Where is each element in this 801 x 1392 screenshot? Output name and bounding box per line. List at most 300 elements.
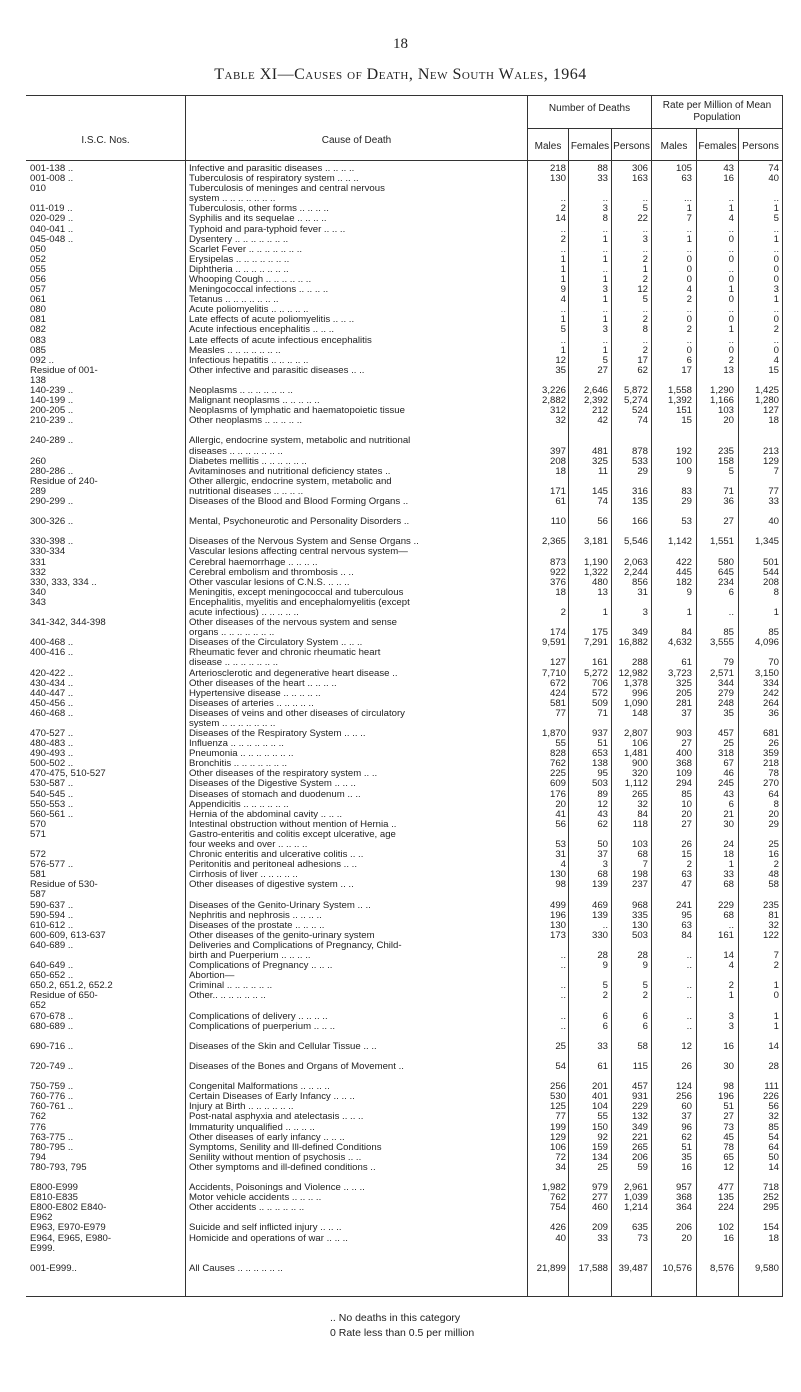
cell-males-deaths: 54 (555, 1061, 566, 1072)
cell-females-deaths: 28 (597, 950, 608, 962)
cell-females-deaths: 1,322 (583, 566, 608, 578)
cell-males-rate: 1 (686, 233, 692, 245)
cell-females-rate: 245 (717, 778, 734, 790)
icd-code: Residue of 240- (30, 475, 98, 487)
cell-females-rate: 103 (717, 405, 734, 417)
cell-males-deaths: 129 (549, 1131, 566, 1143)
icd-code: 590-637 .. (30, 899, 74, 911)
cell-males-deaths: 176 (549, 788, 566, 800)
cell-females-rate: 1 (728, 284, 734, 296)
cause-label: Syphilis and its sequelae .. .. .. .. (189, 213, 327, 225)
cell-males-rate: 0 (686, 344, 692, 356)
cause-label: Diseases of the Bones and Organs of Movement .. (189, 1061, 404, 1072)
cell-females-rate: 5 (728, 465, 734, 477)
cause-label: disease .. .. .. .. .. .. .. (189, 657, 279, 669)
cause-label: Other diseases of the nervous system and sense (189, 617, 397, 629)
cell-females-deaths: 13 (597, 586, 608, 598)
cell-females-deaths: 1 (602, 233, 608, 245)
cell-persons-rate: 8 (773, 798, 779, 810)
cell-males-deaths: 672 (549, 677, 566, 689)
cause-label: Complications of puerperium .. .. .. (189, 1020, 336, 1032)
cause-label: system .. .. .. .. .. .. .. (189, 717, 276, 729)
cell-persons-deaths: 2 (642, 990, 648, 1002)
cell-females-rate: 6 (728, 798, 734, 810)
header-females-deaths: Females (570, 141, 610, 152)
cell-females-rate: 4 (728, 213, 734, 225)
cell-persons-rate: 32 (768, 919, 779, 931)
cell-males-deaths: 1 (560, 263, 566, 275)
cell-persons-rate: 85 (768, 627, 779, 639)
cell-males-rate: 364 (675, 1202, 692, 1214)
cell-males-deaths: 61 (555, 495, 566, 507)
cause-label: organs .. .. .. .. .. .. .. (189, 627, 275, 639)
cell-persons-deaths: 59 (637, 1161, 648, 1173)
cause-label: Hypertensive disease .. .. .. .. .. (189, 687, 321, 699)
cell-persons-deaths: 349 (631, 627, 648, 639)
cell-males-deaths: 1,982 (541, 1182, 566, 1194)
cell-males-rate: 100 (675, 455, 692, 467)
cell-males-deaths: 424 (549, 687, 566, 699)
cell-females-deaths: 12 (597, 798, 608, 810)
cell-females-deaths: 3,181 (583, 536, 608, 548)
cell-males-deaths: 2,882 (541, 395, 566, 407)
icd-code: Residue of 001- (30, 364, 98, 376)
cell-females-deaths: 6 (602, 1020, 608, 1032)
cell-females-deaths: 43 (597, 808, 608, 820)
cell-females-deaths: 139 (591, 909, 608, 921)
cell-males-deaths: 98 (555, 879, 566, 891)
cell-females-deaths: 979 (591, 1182, 608, 1194)
cell-females-rate: 73 (723, 1121, 734, 1133)
cell-males-deaths: 40 (555, 1232, 566, 1244)
table-title: Table XI—Causes of Death, New South Wales, 1964 (214, 66, 587, 83)
header-persons-rate: Persons (742, 141, 779, 152)
cell-females-rate: 20 (723, 415, 734, 427)
cell-males-rate: 37 (681, 707, 692, 719)
icd-code: E999. (30, 1242, 56, 1254)
cell-males-deaths: 34 (555, 1161, 566, 1173)
cell-females-rate: 161 (717, 929, 734, 941)
icd-code: 500-502 .. (30, 758, 74, 770)
cell-persons-rate: 8 (773, 586, 779, 598)
icd-code: 794 (30, 1151, 47, 1163)
cell-persons-deaths: 163 (631, 173, 648, 185)
cell-persons-rate: 0 (773, 314, 779, 326)
cause-label: nutritional diseases .. .. .. .. (189, 485, 304, 497)
cell-females-rate: 68 (723, 879, 734, 891)
cell-persons-deaths: 103 (631, 839, 648, 851)
cell-persons-deaths: 16,882 (618, 637, 648, 649)
cell-females-rate: 1 (728, 990, 734, 1002)
cell-males-deaths: 530 (549, 1091, 566, 1103)
cell-persons-deaths: 5,872 (623, 384, 648, 396)
cell-males-deaths: 199 (549, 1121, 566, 1133)
cell-females-deaths: 1 (602, 294, 608, 306)
cell-females-deaths: 27 (597, 364, 608, 376)
cell-females-rate: 1,551 (709, 536, 734, 548)
cell-females-deaths: 212 (591, 405, 608, 417)
cell-females-deaths: 1 (602, 344, 608, 356)
icd-code: E810-E835 (30, 1192, 79, 1204)
cell-persons-rate: 36 (768, 707, 779, 719)
cell-males-deaths: 4 (560, 859, 566, 871)
cell-persons-deaths: 931 (631, 1091, 648, 1103)
icd-code: 210-239 .. (30, 415, 74, 427)
cell-females-deaths: 201 (591, 1081, 608, 1093)
cell-males-deaths: 130 (549, 173, 566, 185)
cell-males-deaths: 125 (549, 1101, 566, 1113)
icd-code: 680-689 .. (30, 1020, 74, 1032)
cell-persons-rate: 7 (773, 465, 779, 477)
header-males-rate: Males (660, 141, 688, 152)
cell-persons-deaths: 524 (631, 405, 648, 417)
cell-persons-deaths: 1,112 (624, 778, 648, 790)
cell-persons-deaths: 166 (631, 516, 648, 528)
cell-persons-rate: 0 (773, 344, 779, 356)
cause-label: Avitaminoses and nutritional deficiency states .. (189, 465, 391, 477)
cell-persons-deaths: 148 (631, 707, 648, 719)
cause-label: Certain Diseases of Early Infancy .. .. .. (189, 1091, 355, 1103)
cell-males-rate: 96 (681, 1121, 692, 1133)
cause-label: Other diseases of digestive system .. .. (189, 879, 354, 891)
cause-label: Diseases of the Digestive System .. .. .. (189, 778, 356, 790)
cell-persons-rate: 681 (762, 728, 779, 740)
cause-label: Other diseases of the respiratory system .. .. (189, 768, 378, 780)
cell-persons-deaths: 265 (631, 788, 648, 800)
cell-females-rate: 229 (717, 899, 734, 911)
cell-persons-deaths: 288 (631, 657, 648, 669)
cell-persons-deaths: 635 (631, 1222, 648, 1234)
cell-persons-rate: 235 (762, 899, 779, 911)
cell-females-rate: .. (728, 919, 734, 931)
icd-code: 081 (30, 314, 47, 326)
cause-label: Suicide and self inflicted injury .. .. .. (189, 1222, 342, 1234)
cell-males-deaths: .. (560, 980, 566, 992)
cell-females-rate: 43 (723, 788, 734, 800)
cell-females-rate: 43 (723, 163, 734, 174)
cause-label: birth and Puerperium .. .. .. .. (189, 950, 311, 962)
cell-persons-rate: 15 (768, 364, 779, 376)
cell-males-rate: 124 (675, 1081, 692, 1093)
icd-code: 080 (30, 304, 47, 316)
icd-code: 760-776 .. (30, 1091, 74, 1103)
icd-code: 280-286 .. (30, 465, 74, 477)
cell-persons-rate: 3 (773, 284, 779, 296)
cell-females-deaths: 55 (597, 1111, 608, 1123)
cell-females-rate: 235 (717, 445, 734, 457)
cell-persons-rate: 1 (773, 606, 779, 618)
cell-females-rate: 6 (728, 586, 734, 598)
cell-persons-rate: 0 (773, 253, 779, 265)
cell-persons-rate: 544 (762, 566, 779, 578)
cell-persons-deaths: 32 (637, 798, 648, 810)
icd-code: 762 (30, 1111, 47, 1123)
icd-code: 610-612 .. (30, 919, 74, 931)
cause-label: Other accidents .. .. .. .. .. .. (189, 1202, 305, 1214)
cell-females-rate: .. (728, 334, 734, 346)
cell-persons-deaths: 206 (631, 1151, 648, 1163)
cell-persons-rate: 127 (762, 405, 779, 417)
cell-males-deaths: 397 (549, 445, 566, 457)
cell-males-rate: 4,632 (667, 637, 692, 649)
cell-persons-deaths: 1 (642, 263, 648, 275)
cause-label: Pneumonia .. .. .. .. .. .. .. (189, 748, 294, 760)
cell-females-rate: 344 (717, 677, 734, 689)
cell-males-rate: 27 (681, 738, 692, 750)
cell-males-rate: 63 (681, 173, 692, 185)
header-persons-deaths: Persons (613, 141, 650, 152)
cell-males-rate: 63 (681, 869, 692, 881)
cell-males-rate: 95 (681, 909, 692, 921)
cell-males-deaths: .. (560, 1020, 566, 1032)
cause-label: Other diseases of the genito-urinary system (189, 929, 375, 941)
cell-persons-deaths: 533 (631, 455, 648, 467)
cell-persons-deaths: 115 (632, 1061, 648, 1072)
cell-persons-rate: 264 (762, 697, 779, 709)
cell-males-deaths: 41 (555, 808, 566, 820)
cell-females-deaths: 2,392 (583, 395, 608, 407)
cell-males-deaths: 25 (555, 1040, 566, 1052)
cause-label: diseases .. .. .. .. .. .. .. (189, 445, 283, 457)
cause-label: Typhoid and para-typhoid fever .. .. .. (189, 223, 346, 235)
cell-males-deaths: 609 (549, 778, 566, 790)
cause-label: Accidents, Poisonings and Violence .. .. .. (189, 1182, 365, 1194)
cell-females-deaths: 401 (591, 1091, 608, 1103)
cell-females-rate: 2,571 (709, 667, 734, 679)
cell-males-rate: 47 (681, 879, 692, 891)
cell-females-deaths: 209 (591, 1222, 608, 1234)
cell-persons-deaths: 7 (642, 859, 648, 871)
icd-code: 470-527 .. (30, 728, 74, 740)
cell-females-deaths: 145 (591, 485, 608, 497)
cell-females-rate: 30 (723, 1061, 734, 1072)
icd-code: 587 (30, 889, 47, 901)
cell-persons-rate: 242 (762, 687, 779, 699)
cause-label: Measles .. .. .. .. .. .. .. (189, 344, 281, 356)
cell-females-deaths: 51 (597, 738, 608, 750)
cell-males-deaths: 2 (560, 203, 566, 215)
cell-persons-rate: 111 (764, 1081, 779, 1093)
cell-males-rate: 26 (681, 1061, 692, 1072)
cell-females-deaths: 7,291 (583, 637, 608, 649)
cell-persons-deaths: 17 (637, 354, 648, 366)
cell-males-deaths: 106 (549, 1141, 566, 1153)
cell-persons-rate: 18 (768, 415, 779, 427)
cell-persons-deaths: 1,481 (623, 748, 648, 760)
cause-label: Diseases of stomach and duodenum .. .. (189, 788, 361, 800)
icd-code: E964, E965, E980- (30, 1232, 112, 1244)
cell-persons-deaths: .. (642, 223, 648, 235)
cell-females-deaths: 33 (597, 1232, 608, 1244)
cell-females-rate: 71 (723, 485, 734, 497)
cell-persons-rate: 1 (773, 233, 779, 245)
cell-males-rate: 400 (675, 748, 692, 760)
icd-code: 050 (30, 243, 47, 255)
cell-males-rate: 105 (675, 163, 692, 174)
cell-males-rate: 422 (675, 556, 692, 568)
cause-label: Dysentery .. .. .. .. .. .. .. (189, 233, 289, 245)
cell-females-rate: 224 (717, 1202, 734, 1214)
cell-males-rate: 2 (686, 859, 692, 871)
cell-females-deaths: 330 (591, 929, 608, 941)
cause-label: Diseases of the Respiratory System .. .. .. (189, 728, 366, 740)
cell-persons-rate: 18 (768, 1232, 779, 1244)
cell-females-deaths: 71 (597, 707, 608, 719)
cell-males-rate: 15 (681, 849, 692, 861)
cell-females-rate: 98 (723, 1081, 734, 1093)
cause-label: Bronchitis .. .. .. .. .. .. .. (189, 758, 288, 770)
cell-persons-deaths: 29 (637, 465, 648, 477)
cell-persons-rate: 29 (768, 818, 779, 830)
cause-label: Post-natal asphyxia and atelectasis .. .. .. (189, 1111, 364, 1123)
cell-persons-deaths: 118 (632, 818, 648, 830)
cell-females-rate: 51 (723, 1101, 734, 1113)
cell-males-deaths: 130 (549, 919, 566, 931)
cell-males-deaths: 873 (549, 556, 566, 568)
icd-code: 056 (30, 273, 47, 285)
cell-males-rate: .. (686, 243, 692, 255)
cell-males-rate: 20 (681, 1232, 692, 1244)
cause-label: Acute poliomyelitis .. .. .. .. .. (189, 304, 309, 316)
cell-persons-rate: 1,425 (754, 384, 779, 396)
cell-males-rate: .. (686, 950, 692, 962)
cell-males-rate: 3,723 (667, 667, 692, 679)
cell-females-deaths: 2,646 (583, 384, 608, 396)
cell-persons-deaths: 12,982 (618, 667, 648, 679)
cell-females-deaths: 134 (591, 1151, 608, 1163)
icd-code: 001-008 .. (30, 173, 74, 185)
cause-label: Diphtheria .. .. .. .. .. .. .. (189, 263, 289, 275)
cell-persons-deaths: 2,961 (623, 1182, 648, 1194)
cell-males-rate: 256 (675, 1091, 692, 1103)
cause-label: Diseases of the Blood and Blood Forming Organs .. (189, 495, 409, 507)
cell-persons-deaths: 5 (642, 203, 648, 215)
cell-persons-deaths: .. (642, 304, 648, 316)
cell-females-rate: 8,576 (709, 1262, 734, 1274)
icd-code: 490-493 .. (30, 748, 74, 760)
cell-females-rate: 2 (728, 354, 734, 366)
cell-females-rate: 2 (728, 980, 734, 992)
cell-females-deaths: .. (602, 334, 608, 346)
cell-males-deaths: 174 (549, 627, 566, 639)
cell-persons-rate: 50 (768, 1151, 779, 1163)
cell-females-deaths: .. (602, 223, 608, 235)
cell-females-deaths: 150 (591, 1121, 608, 1133)
cell-males-rate: 281 (675, 697, 692, 709)
cell-females-deaths: 139 (591, 879, 608, 891)
cell-females-deaths: 88 (597, 163, 608, 174)
cause-label: Homicide and operations of war .. .. .. (189, 1232, 348, 1244)
cell-persons-deaths: 132 (631, 1111, 648, 1123)
cell-females-deaths: 61 (597, 1061, 608, 1072)
icd-code: 640-649 .. (30, 960, 74, 972)
cell-persons-rate: 56 (768, 1101, 779, 1113)
cell-persons-rate: 85 (768, 1121, 779, 1133)
cell-females-deaths: 3 (602, 203, 608, 215)
cell-persons-deaths: 3 (642, 233, 648, 245)
cause-label: Diseases of the Nervous System and Sense Organs .. (189, 536, 419, 548)
cause-label: four weeks and over .. .. .. .. (189, 839, 308, 851)
cell-females-deaths: 1 (602, 253, 608, 265)
cell-females-deaths: 469 (591, 899, 608, 911)
icd-code: 332 (30, 566, 47, 578)
cell-females-rate: 18 (723, 849, 734, 861)
cell-persons-rate: 25 (768, 839, 779, 851)
icd-code: 480-483 .. (30, 738, 74, 750)
cell-females-deaths: 25 (597, 1161, 608, 1173)
cause-label: Diabetes mellitis .. .. .. .. .. .. (189, 455, 307, 467)
cause-label: Symptoms, Senility and Ill-defined Conditions (189, 1141, 382, 1153)
cell-males-rate: 53 (681, 516, 692, 528)
cell-persons-rate: 70 (768, 657, 779, 669)
cell-females-rate: 279 (717, 687, 734, 699)
cell-males-deaths: 225 (549, 768, 566, 780)
cell-males-deaths: .. (560, 193, 566, 205)
cell-persons-rate: 154 (762, 1222, 779, 1234)
cause-label: Other diseases of early infancy .. .. .. (189, 1131, 345, 1143)
cell-males-rate: 84 (681, 929, 692, 941)
cell-females-rate: 65 (723, 1151, 734, 1163)
cell-persons-deaths: 856 (631, 576, 648, 588)
cell-females-deaths: 572 (591, 687, 608, 699)
cause-label: Tuberculosis of respiratory system .. .. .. (189, 173, 359, 185)
cell-males-rate: 85 (681, 788, 692, 800)
cell-persons-rate: 1,345 (754, 536, 779, 548)
cell-males-deaths: 762 (549, 1192, 566, 1204)
cell-males-rate: 35 (681, 1151, 692, 1163)
cell-persons-deaths: 31 (637, 586, 648, 598)
cell-persons-deaths: 2 (642, 253, 648, 265)
cell-females-deaths: 325 (591, 455, 608, 467)
cell-males-deaths: 18 (555, 465, 566, 477)
icd-code: 470-475, 510-527 (30, 768, 106, 780)
cause-label: Appendicitis .. .. .. .. .. .. (189, 798, 289, 810)
cell-females-deaths: 33 (597, 173, 608, 185)
cell-males-deaths: 35 (555, 364, 566, 376)
cause-label: Scarlet Fever .. .. .. .. .. .. .. (189, 243, 303, 255)
cell-females-rate: 30 (723, 818, 734, 830)
cause-label: Tuberculosis, other forms .. .. .. .. (189, 203, 329, 215)
cell-females-deaths: 89 (597, 788, 608, 800)
cause-label: Injury at Birth .. .. .. .. .. .. (189, 1101, 294, 1113)
cause-label: Other.. .. .. .. .. .. .. (189, 990, 266, 1002)
cell-males-rate: 0 (686, 273, 692, 285)
cell-females-deaths: 5 (602, 354, 608, 366)
cell-males-rate: 325 (675, 677, 692, 689)
cell-females-rate: 13 (723, 364, 734, 376)
icd-code: 300-326 .. (30, 516, 74, 528)
cell-males-rate: 37 (681, 1111, 692, 1123)
icd-code: 400-468 .. (30, 637, 74, 649)
cell-females-rate: 3,555 (709, 637, 734, 649)
cause-label: Mental, Psychoneurotic and Personality Disorders .. (189, 516, 410, 528)
cell-persons-deaths: 2 (642, 344, 648, 356)
cell-males-rate: 26 (681, 839, 692, 851)
cell-females-deaths: 5 (602, 980, 608, 992)
cell-females-deaths: 50 (597, 839, 608, 851)
cell-males-deaths: 196 (549, 909, 566, 921)
cell-females-rate: 4 (728, 960, 734, 972)
icd-code: 460-468 .. (30, 707, 74, 719)
cell-persons-deaths: 9 (642, 960, 648, 972)
cell-males-rate: 109 (675, 768, 692, 780)
cause-label: Nephritis and nephrosis .. .. .. .. (189, 909, 322, 921)
cell-persons-deaths: 8 (642, 324, 648, 336)
cell-females-rate: 16 (723, 1040, 734, 1052)
cell-males-rate: 1 (686, 606, 692, 618)
icd-code: 061 (30, 294, 47, 306)
icd-code: 330-398 .. (30, 536, 74, 548)
